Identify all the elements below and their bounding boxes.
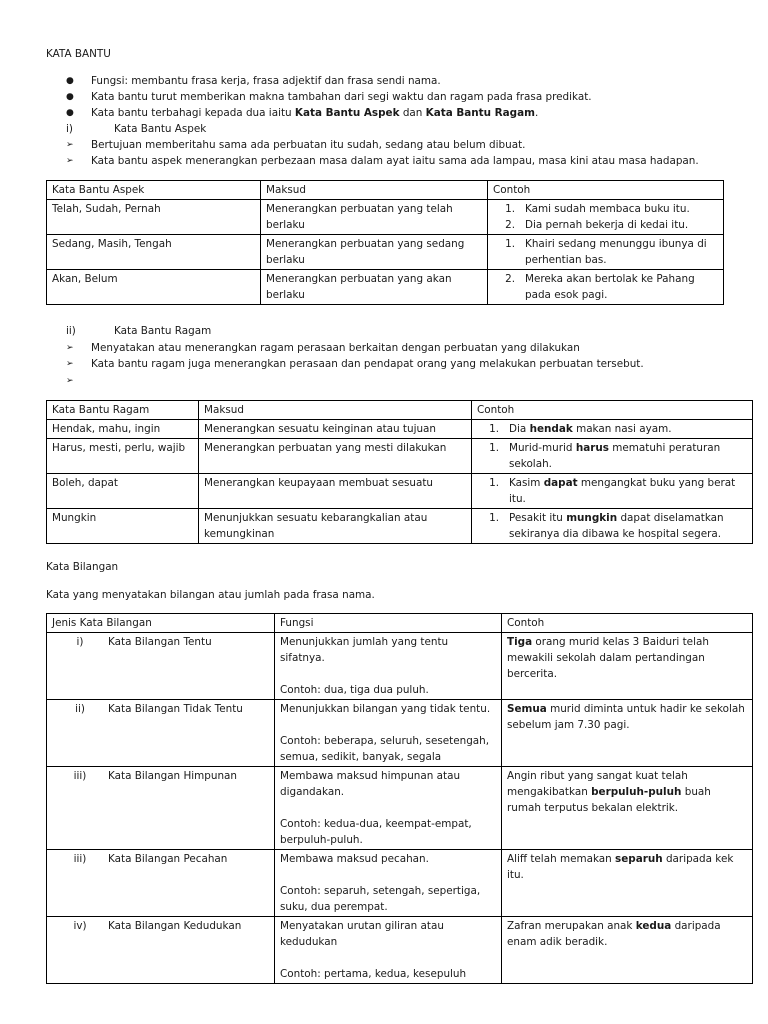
table-cell (472, 474, 753, 509)
table-cell (502, 700, 753, 767)
text-part: daripada kek itu. (507, 853, 734, 881)
table-header-row (47, 401, 753, 420)
bold-term: Semua (507, 703, 547, 715)
bold-term: kedua (635, 920, 672, 932)
arrow-bullet-icon: ➢ (66, 376, 74, 386)
bullet-text-part: dan (399, 107, 426, 119)
text-part: Kasim (509, 477, 544, 489)
section-heading: Kata Bantu Aspek (114, 123, 207, 135)
section-description: Kata yang menyatakan bilangan atau jumlah pada frasa nama. (46, 589, 375, 601)
bold-term: Kata Bantu Aspek (294, 107, 400, 119)
list-text (509, 440, 747, 472)
fungsi-example: Contoh: beberapa, seluruh, sesetengah, semua, sedikit, banyak, segala (280, 735, 490, 763)
list-text (509, 475, 747, 507)
bold-term: hendak (529, 423, 573, 435)
list-text: Dia pernah bekerja di kedai itu. (525, 219, 689, 231)
text-part: mematuhi peraturan sekolah. (509, 442, 721, 470)
table-cell (275, 917, 502, 984)
list-text (509, 421, 747, 437)
table-cell (488, 235, 724, 270)
table-cell: Menerangkan perbuatan yang akan berlaku (261, 270, 488, 305)
table-cell (502, 633, 753, 700)
list-item (477, 475, 747, 507)
point-text: Kata bantu aspek menerangkan perbezaan masa dalam ayat iaitu sama ada lampau, masa kini atau masa hadapan. (91, 155, 699, 167)
bullet-text: Kata bantu turut memberikan makna tambahan dari segi waktu dan ragam pada frasa predikat. (91, 91, 592, 103)
table-cell: Hendak, mahu, ingin (47, 420, 199, 439)
table-row (47, 700, 753, 767)
bullet-text-types (91, 106, 538, 120)
table-cell: Menerangkan perbuatan yang mesti dilakukan (199, 439, 472, 474)
fungsi-text: Menyatakan urutan giliran atau kedudukan (280, 920, 444, 948)
list-item (493, 217, 718, 233)
bullet-text-part: Kata bantu terbahagi kepada dua iaitu (91, 107, 295, 119)
row-type: Kata Bilangan Himpunan (108, 770, 237, 782)
row-type: Kata Bilangan Pecahan (108, 853, 228, 865)
table-cell (472, 420, 753, 439)
row-type: Kata Bilangan Tentu (108, 636, 212, 648)
row-number: iii) (73, 853, 87, 865)
text-part: Aliff telah memakan (507, 853, 616, 865)
list-number: 1. (489, 477, 499, 489)
table-cell (472, 439, 753, 474)
row-type: Kata Bilangan Kedudukan (108, 920, 242, 932)
list-item (477, 421, 747, 437)
text-part: makan nasi ayam. (572, 423, 672, 435)
table-cell (47, 917, 275, 984)
fungsi-text: Menunjukkan jumlah yang tentu sifatnya. (280, 636, 449, 664)
row-number: ii) (75, 703, 85, 715)
fungsi-example: Contoh: kedua-dua, keempat-empat, berpuluh-puluh. (280, 818, 472, 846)
table-cell: Menunjukkan sesuatu kebarangkalian atau kemungkinan (199, 509, 472, 544)
arrow-bullet-icon: ➢ (66, 359, 74, 369)
table-cell: Mungkin (47, 509, 199, 544)
bold-term: separuh (615, 853, 663, 865)
table-row (47, 767, 753, 850)
bullet-text-part: . (534, 107, 539, 119)
text-part: Zafran merupakan anak (507, 920, 636, 932)
text-part: orang murid kelas 3 Baiduri telah mewakili sekolah dalam pertandingan bercerita. (507, 636, 709, 680)
table-row (47, 420, 753, 439)
row-number: iii) (73, 770, 87, 782)
bold-term: Tiga (507, 636, 533, 648)
table-header: Contoh (502, 614, 753, 633)
list-item (477, 510, 747, 542)
text-part: mengangkat buku yang berat itu. (509, 477, 736, 505)
table-row (47, 850, 753, 917)
arrow-bullet-icon: ➢ (66, 343, 74, 353)
table-cell: Akan, Belum (47, 270, 261, 305)
fungsi-text: Membawa maksud pecahan. (280, 853, 429, 865)
table-cell: Boleh, dapat (47, 474, 199, 509)
table-header: Contoh (488, 181, 724, 200)
fungsi-example: Contoh: separuh, setengah, sepertiga, suku, dua perempat. (280, 885, 481, 913)
arrow-bullet-icon: ➢ (66, 140, 74, 150)
table-row (47, 509, 753, 544)
list-text: Khairi sedang menunggu ibunya di perhentian bas. (525, 238, 707, 266)
list-number: 1. (505, 238, 515, 250)
list-number: 1. (489, 423, 499, 435)
list-item (493, 271, 718, 303)
bold-term: Kata Bantu Ragam (425, 107, 535, 119)
table-cell (488, 200, 724, 235)
table-cell: Telah, Sudah, Pernah (47, 200, 261, 235)
table-cell (275, 700, 502, 767)
table-header: Fungsi (275, 614, 502, 633)
bullet-dot-icon: ● (66, 92, 74, 102)
table-cell (275, 767, 502, 850)
section-number: ii) (66, 325, 76, 337)
ragam-table (46, 400, 753, 544)
table-cell (47, 700, 275, 767)
list-number: 1. (505, 203, 515, 215)
table-header: Kata Bantu Ragam (47, 401, 199, 420)
table-header-row (47, 181, 724, 200)
bold-term: dapat (543, 477, 578, 489)
text-part: buah rumah terputus bekalan elektrik. (507, 786, 711, 814)
table-cell: Sedang, Masih, Tengah (47, 235, 261, 270)
list-number: 2. (505, 219, 515, 231)
table-row (47, 474, 753, 509)
table-cell (47, 850, 275, 917)
table-cell: Menerangkan keupayaan membuat sesuatu (199, 474, 472, 509)
list-number: 1. (489, 442, 499, 454)
text-part: dapat diselamatkan sekiranya dia dibawa ke hospital segera. (509, 512, 724, 540)
bullet-dot-icon: ● (66, 108, 74, 118)
aspek-table (46, 180, 724, 305)
table-header: Jenis Kata Bilangan (47, 614, 275, 633)
arrow-bullet-icon: ➢ (66, 156, 74, 166)
bullet-dot-icon: ● (66, 76, 74, 86)
list-item (493, 236, 718, 268)
list-item (477, 440, 747, 472)
table-cell (47, 767, 275, 850)
point-text: Menyatakan atau menerangkan ragam perasaan berkaitan dengan perbuatan yang dilakukan (91, 342, 580, 354)
table-header-row (47, 614, 753, 633)
table-header: Contoh (472, 401, 753, 420)
fungsi-example: Contoh: dua, tiga dua puluh. (280, 684, 429, 696)
row-number: iv) (73, 920, 87, 932)
text-part: Pesakit itu (509, 512, 567, 524)
table-cell (502, 850, 753, 917)
section-number: i) (66, 123, 73, 135)
table-row (47, 235, 724, 270)
list-text: Kami sudah membaca buku itu. (525, 203, 690, 215)
fungsi-text: Menunjukkan bilangan yang tidak tentu. (280, 703, 491, 715)
table-cell (502, 917, 753, 984)
table-cell (275, 850, 502, 917)
table-cell (275, 633, 502, 700)
row-type: Kata Bilangan Tidak Tentu (108, 703, 243, 715)
bold-term: mungkin (566, 512, 618, 524)
table-row (47, 439, 753, 474)
fungsi-example: Contoh: pertama, kedua, kesepuluh (280, 968, 467, 980)
section-heading: Kata Bantu Ragam (114, 325, 212, 337)
section-heading: Kata Bilangan (46, 561, 119, 573)
text-part: Murid-murid (509, 442, 576, 454)
table-cell: Menerangkan sesuatu keinginan atau tujuan (199, 420, 472, 439)
table-header: Maksud (199, 401, 472, 420)
bilangan-table (46, 613, 753, 984)
bullet-text: Fungsi: membantu frasa kerja, frasa adjektif dan frasa sendi nama. (91, 75, 441, 87)
fungsi-text: Membawa maksud himpunan atau digandakan. (280, 770, 461, 798)
list-text (509, 510, 747, 542)
page-title: KATA BANTU (46, 48, 111, 60)
table-cell (47, 633, 275, 700)
table-cell: Harus, mesti, perlu, wajib (47, 439, 199, 474)
bold-term: berpuluh-puluh (591, 786, 682, 798)
table-cell: Menerangkan perbuatan yang sedang berlaku (261, 235, 488, 270)
list-number: 2. (505, 273, 515, 285)
text-part: Dia (509, 423, 530, 435)
text-part: murid diminta untuk hadir ke sekolah sebelum jam 7.30 pagi. (507, 703, 745, 731)
table-header: Maksud (261, 181, 488, 200)
row-number: i) (76, 636, 84, 648)
table-cell: Menerangkan perbuatan yang telah berlaku (261, 200, 488, 235)
table-row (47, 917, 753, 984)
text-part: daripada enam adik beradik. (507, 920, 721, 948)
table-cell (472, 509, 753, 544)
text-part: Angin ribut yang sangat kuat telah mengakibatkan (507, 770, 688, 798)
table-cell (488, 270, 724, 305)
list-text: Mereka akan bertolak ke Pahang pada esok pagi. (525, 273, 695, 301)
point-text: Kata bantu ragam juga menerangkan perasaan dan pendapat orang yang melakukan perbuatan tersebut. (91, 358, 644, 370)
bold-term: harus (575, 442, 609, 454)
table-cell (502, 767, 753, 850)
table-row (47, 270, 724, 305)
table-row (47, 200, 724, 235)
list-item (493, 201, 718, 217)
table-header: Kata Bantu Aspek (47, 181, 261, 200)
list-number: 1. (489, 512, 499, 524)
table-row (47, 633, 753, 700)
point-text: Bertujuan memberitahu sama ada perbuatan itu sudah, sedang atau belum dibuat. (91, 139, 526, 151)
